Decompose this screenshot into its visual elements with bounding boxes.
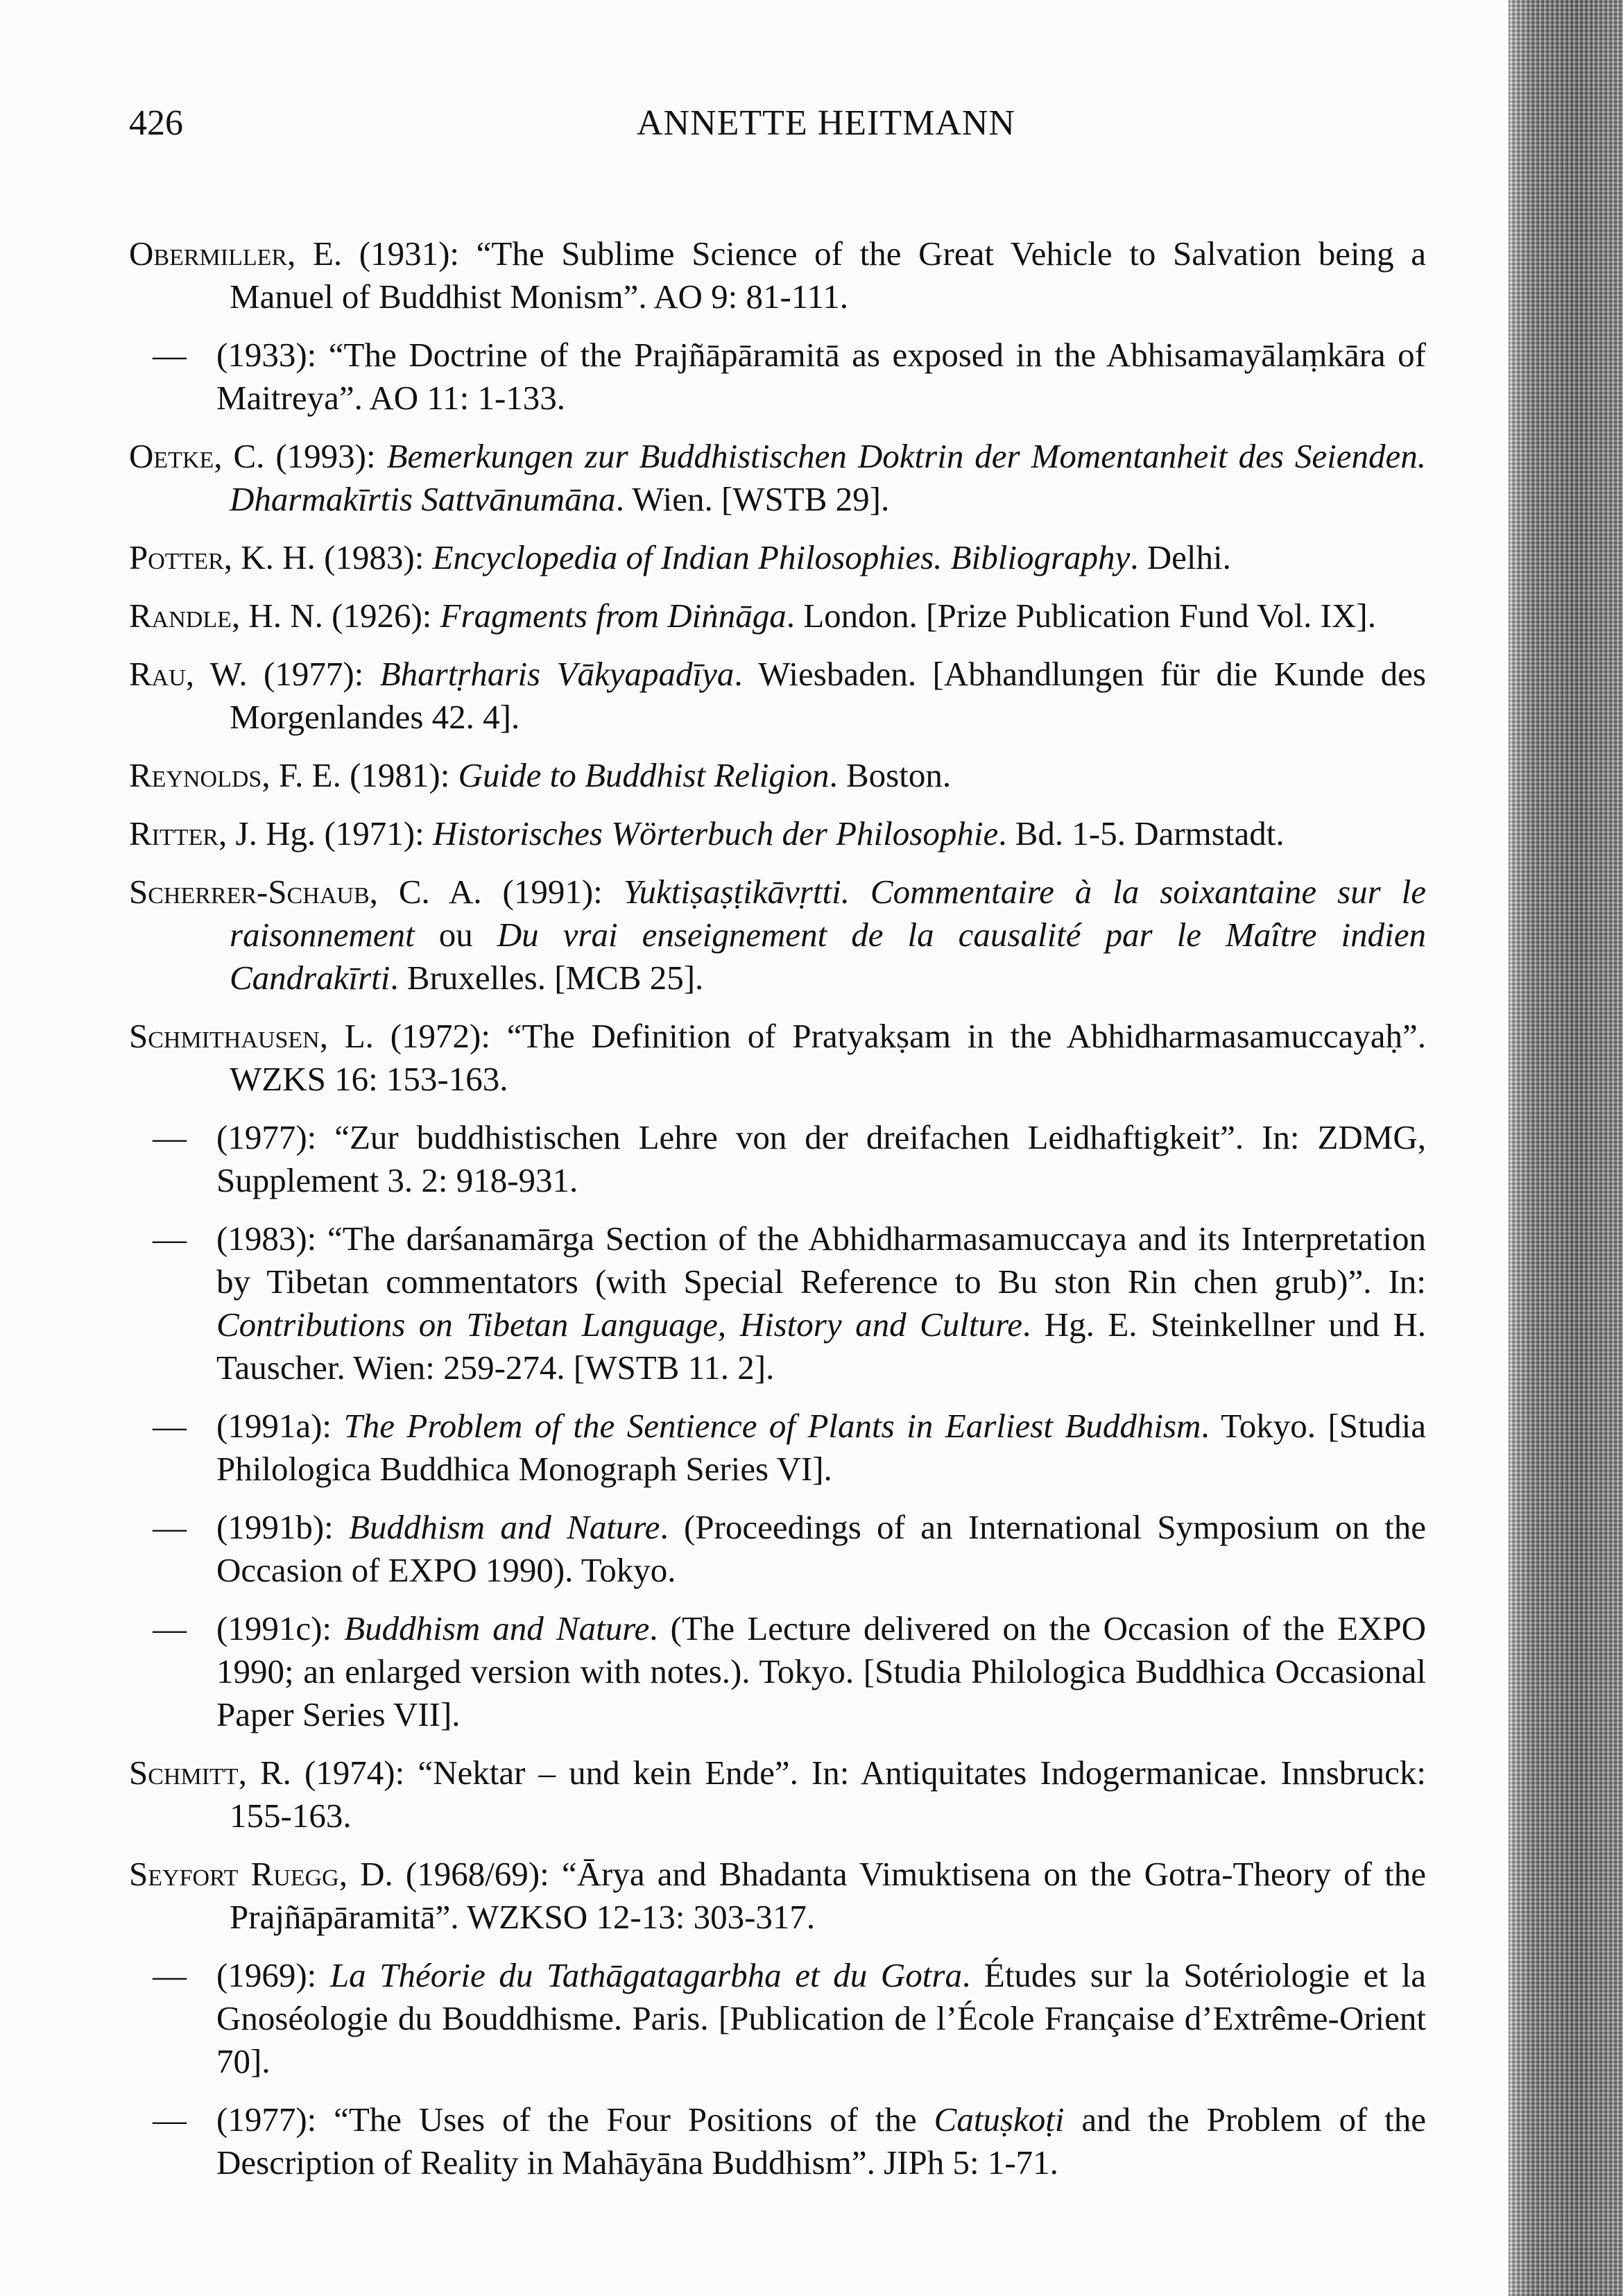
title-italic: Buddhism and Nature (344, 1609, 650, 1647)
bibliography-entry (129, 435, 1426, 521)
title-italic: Historisches Wörterbuch der Philosophie (432, 814, 999, 853)
title-italic: The Problem of the Sentience of Plants in Earliest Buddhism (343, 1407, 1201, 1445)
page-number: 426 (129, 103, 183, 143)
entry-text: , R. (1974): “Nektar – und kein Ende”. In: Antiquitates Indogermanicae. Innsbruck: 155-163. (230, 1754, 1426, 1835)
entry-text: . Hg. E. Steinkellner und H. Tauscher. Wien: 259-274. [WSTB 11. 2]. (216, 1305, 1426, 1387)
bibliography-subentry (129, 1405, 1426, 1491)
entry-text: (1991a): (216, 1407, 344, 1445)
entry-text: and the Problem of the Description of Reality in Mahāyāna Buddhism”. JIPh 5: 1-71. (216, 2100, 1426, 2182)
author-name: Potter (129, 538, 224, 576)
entry-text: , C. (1993): (214, 437, 387, 475)
bibliography-entry (129, 653, 1426, 739)
ditto-dash: — (153, 1956, 187, 1994)
bibliography-entry (129, 812, 1426, 855)
title-italic: Yuktiṣaṣṭikāvṛtti. Commentaire à la soixantaine sur le raisonnement (230, 873, 1426, 954)
bibliography-entry (129, 1015, 1426, 1101)
bibliography-entry (129, 754, 1426, 797)
author-name: Scherrer-Schaub (129, 873, 370, 911)
entry-text: , D. (1968/69): “Ārya and Bhadanta Vimuktisena on the Gotra-Theory of the Prajñāpāramitā”. WZKSO 12-13: 303-317. (230, 1855, 1426, 1936)
entry-text: (1977): “The Uses of the Four Positions of the (216, 2100, 934, 2139)
author-name: Reynolds (129, 756, 262, 794)
scan-page-edge (1509, 0, 1623, 2296)
author-name: Rau (129, 655, 186, 693)
title-italic: Du vrai enseignement de la causalité par le Maître indien Candrakīrti (230, 916, 1427, 997)
ditto-dash: — (153, 1508, 187, 1546)
entry-text: (1991c): (216, 1609, 345, 1647)
author-name: Randle (129, 597, 232, 635)
entry-text: , F. E. (1981): (261, 756, 458, 794)
author-name: Oetke (129, 437, 214, 475)
title-italic: Contributions on Tibetan Language, History and Culture (216, 1305, 1022, 1344)
bibliography-subentry (129, 1954, 1426, 2083)
bibliography-subentry (129, 2098, 1426, 2184)
bibliography-entry (129, 871, 1426, 1000)
entry-text: , L. (1972): “The Definition of Pratyakṣam in the Abhidharmasamuccayaḥ”. WZKS 16: 153-163. (230, 1017, 1426, 1098)
running-head: ANNETTE HEITMANN (636, 103, 1015, 143)
ditto-dash: — (153, 2100, 187, 2139)
entry-text: . Wien. [WSTB 29]. (615, 480, 890, 518)
ditto-dash: — (153, 1118, 187, 1156)
entry-text: . Études sur la Sotériologie et la Gnoséologie du Bouddhisme. Paris. [Publication de l’École Française d’Extrême-Orient 70]. (216, 1956, 1426, 2080)
entry-text: . (The Lecture delivered on the Occasion of the EXPO 1990; an enlarged version with notes.). Tokyo. [Studia Philologica Buddhica Occasional Paper Series VII]. (216, 1609, 1427, 1733)
bibliography-entry (129, 594, 1426, 637)
entry-text: (1983): “The darśanamārga Section of the Abhidharmasamuccaya and its Interpretation by Tibetan commentators (with Special Reference to Bu ston Rin chen grub)”. In: (216, 1219, 1426, 1301)
title-italic: Fragments from Diṅnāga (440, 597, 787, 635)
entry-text: . Delhi. (1130, 538, 1231, 576)
title-italic: Buddhism and Nature (349, 1508, 660, 1546)
ditto-dash: — (153, 1219, 187, 1258)
entry-text: . Wiesbaden. [Abhandlungen für die Kunde des Morgenlandes 42. 4]. (230, 655, 1426, 736)
author-name: Ritter (129, 814, 218, 853)
bibliography-entry (129, 536, 1426, 579)
author-name: Schmithausen (129, 1017, 320, 1055)
bibliography-subentry (129, 334, 1426, 420)
ditto-dash: — (153, 336, 187, 374)
bibliography-subentry (129, 1506, 1426, 1592)
title-italic: Encyclopedia of Indian Philosophies. Bibliography (432, 538, 1131, 576)
author-name: Seyfort Ruegg (129, 1855, 339, 1893)
bibliography-list (129, 232, 1426, 2184)
title-italic: Guide to Buddhist Religion (458, 756, 830, 794)
entry-text: . Boston. (829, 756, 952, 794)
entry-text: (1977): “Zur buddhistischen Lehre von der dreifachen Leidhaftigkeit”. In: ZDMG, Supplement 3. 2: 918-931. (216, 1118, 1426, 1199)
title-italic: Bhartṛharis Vākyapadīya (379, 655, 735, 693)
entry-text: . (Proceedings of an International Symposium on the Occasion of EXPO 1990). Tokyo. (216, 1508, 1426, 1589)
bibliography-subentry (129, 1116, 1426, 1202)
page-header (129, 103, 1426, 151)
title-italic: La Théorie du Tathāgatagarbha et du Gotra (329, 1956, 962, 1994)
entry-text: (1933): “The Doctrine of the Prajñāpāramitā as exposed in the Abhisamayālaṃkāra of Maitreya”. AO 11: 1-133. (216, 336, 1426, 417)
title-italic: Catuṣkoṭi (934, 2100, 1065, 2139)
bibliography-entry (129, 1853, 1426, 1939)
entry-text: , H. N. (1926): (231, 597, 440, 635)
bibliography-entry (129, 1751, 1426, 1837)
entry-text: (1991b): (216, 1508, 350, 1546)
author-name: Obermiller (129, 234, 288, 273)
entry-text: , C. A. (1991): (369, 873, 624, 911)
title-italic: Bemerkungen zur Buddhistischen Doktrin der Momentanheit des Seienden. Dharmakīrtis Sattvānumāna (230, 437, 1426, 518)
entry-text: . London. [Prize Publication Fund Vol. IX]. (786, 597, 1376, 635)
entry-text: ou (414, 916, 497, 954)
entry-text: , J. Hg. (1971): (218, 814, 433, 853)
entry-text: . Tokyo. [Studia Philologica Buddhica Monograph Series VI]. (216, 1407, 1427, 1488)
bibliography-entry (129, 232, 1426, 318)
bibliography-subentry (129, 1217, 1426, 1389)
entry-text: . Bd. 1-5. Darmstadt. (998, 814, 1285, 853)
entry-text: , K. H. (1983): (223, 538, 433, 576)
bibliography-subentry (129, 1607, 1426, 1736)
entry-text: (1969): (216, 1956, 330, 1994)
entry-text: , E. (1931): “The Sublime Science of the Great Vehicle to Salvation being a Manuel of Buddhist Monism”. AO 9: 81-111. (230, 234, 1426, 316)
author-name: Schmitt (129, 1754, 239, 1792)
entry-text: , W. (1977): (185, 655, 380, 693)
ditto-dash: — (153, 1609, 187, 1647)
entry-text: . Bruxelles. [MCB 25]. (390, 959, 704, 997)
ditto-dash: — (153, 1407, 187, 1445)
